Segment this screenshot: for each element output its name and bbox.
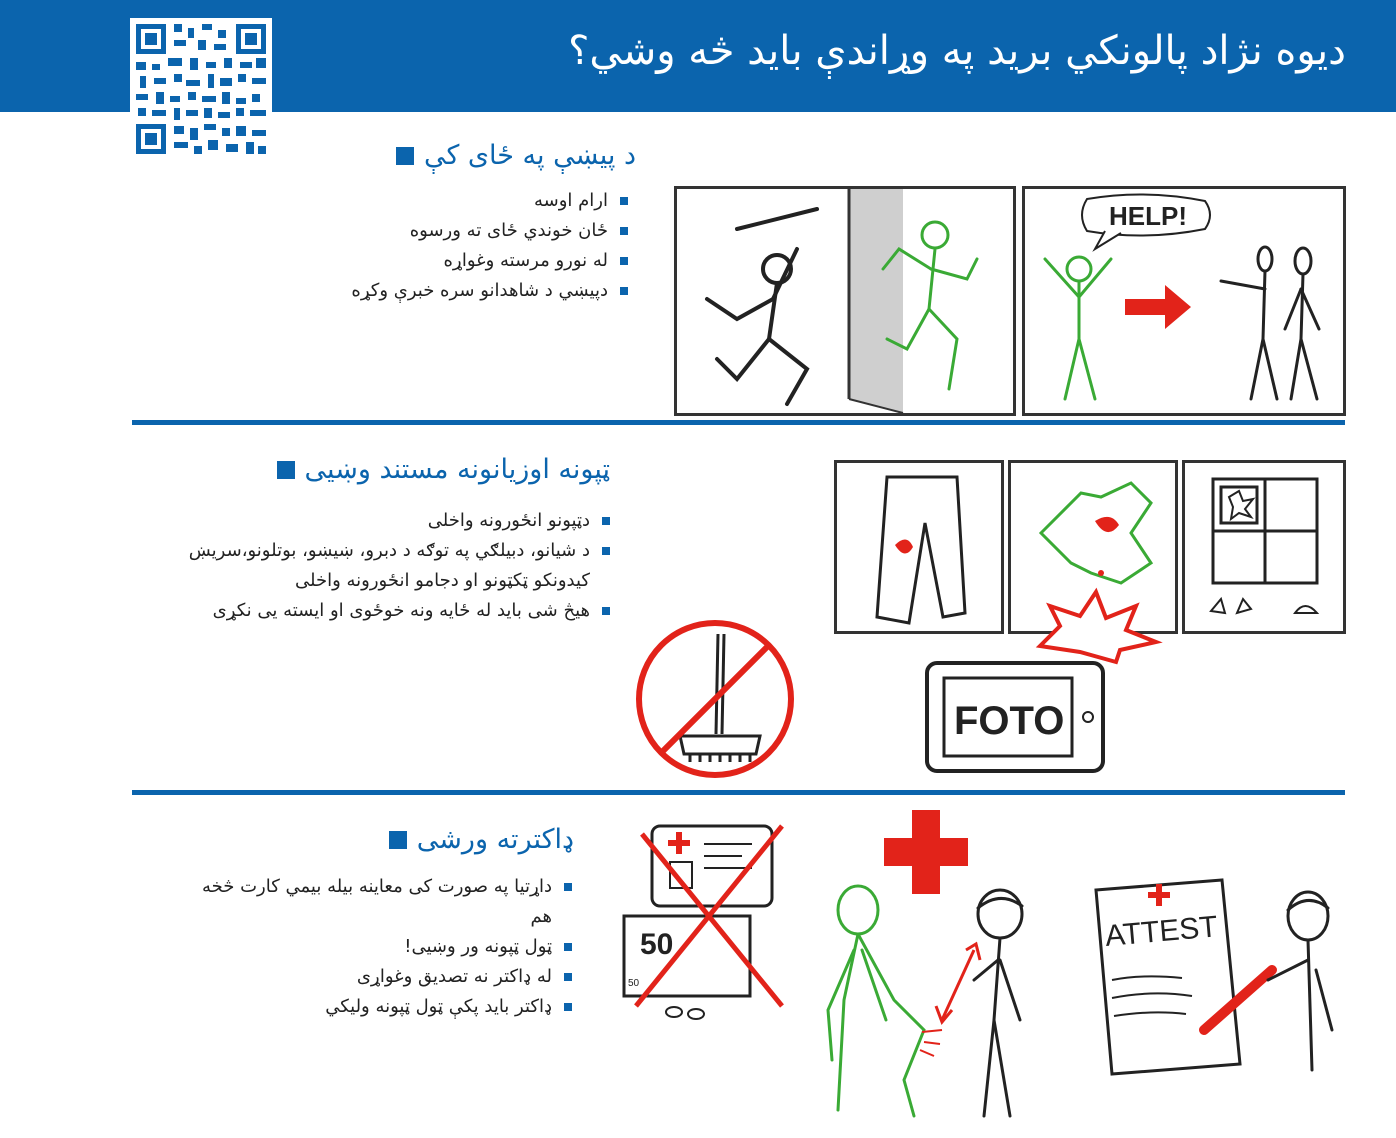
qr-code-icon[interactable] [130,18,272,160]
list-item: ارام اوسه [351,186,628,216]
square-bullet-icon [620,227,628,235]
square-bullet-icon [602,547,610,555]
camera-flash-icon [1020,586,1170,666]
section-title-text: ډاکترته ورشی [416,824,574,855]
illustration-pants-panel [834,460,1004,634]
square-bullet-icon [564,943,572,951]
section-title-doctor [389,824,574,855]
square-bullet-icon [602,517,610,525]
list-item: دټپونو انځورونه واخلی [180,506,610,536]
section-title-scene [396,140,636,171]
list-item: دپیښي د شاهدانو سره خبرې وکړه [351,276,628,306]
list-item: داړتیا په صورت کی معاینه بیله بیمي کارت څخه هم [182,872,572,932]
illustration-evidence-panel [1182,460,1346,634]
money-small-value: 50 [628,978,640,989]
no-broom-icon [630,614,800,784]
list-item: له نورو مرسته وغواړه [351,246,628,276]
list-item: ټول ټپونه ور وښیی! [182,932,572,962]
foto-label: FOTO [954,699,1065,743]
section-title-text: ټپونه اوزیانونه مستند وښيی [304,454,610,485]
page-title: دیوه نژاد پالونکي برید په وړاندې باید څه وشي؟ [568,28,1346,74]
square-bullet-icon [620,287,628,295]
square-bullet-icon [620,197,628,205]
square-bullet-icon [564,973,572,981]
attest-certificate-illustration [1082,870,1346,1080]
list-item: د شیانو، دبیلګي په توګه د دبرو، ښیښو، بوتلونو،سریښ کیدونکو ټکټونو او دجامو انځورونه واخلی [180,536,610,596]
square-bullet-icon [564,883,572,891]
square-bullet-icon [564,1003,572,1011]
list-item: هیڅ شی باید له ځایه ونه خوځوی او ایسته یی نکړی [180,596,610,626]
camera-phone-icon [924,660,1106,774]
section-title-document [277,454,610,485]
illustration-escape-panel [674,186,1016,416]
list-item: ځان خوندي ځای ته ورسوه [351,216,628,246]
bullet-list-document [180,506,610,626]
square-bullet-icon [277,461,295,479]
no-insurance-card-illustration [612,806,798,1030]
money-value: 50 [640,928,674,961]
illustration-help-panel [1022,186,1346,416]
section-title-text: د پیښې په ځای کې [423,140,636,171]
bullet-list-scene [351,186,628,306]
square-bullet-icon [620,257,628,265]
section-divider [132,420,1345,425]
doctor-examination-illustration [824,880,1074,1120]
square-bullet-icon [602,607,610,615]
square-bullet-icon [389,831,407,849]
list-item: له ډاکتر نه تصدیق وغواړی [182,962,572,992]
help-speech-text: HELP! [1109,201,1187,231]
list-item: ډاکتر باید پکې ټول ټپونه ولیکي [182,992,572,1022]
attest-label: ATTEST [1103,910,1219,953]
bullet-list-doctor [182,872,572,1022]
square-bullet-icon [396,147,414,165]
section-divider [132,790,1345,795]
